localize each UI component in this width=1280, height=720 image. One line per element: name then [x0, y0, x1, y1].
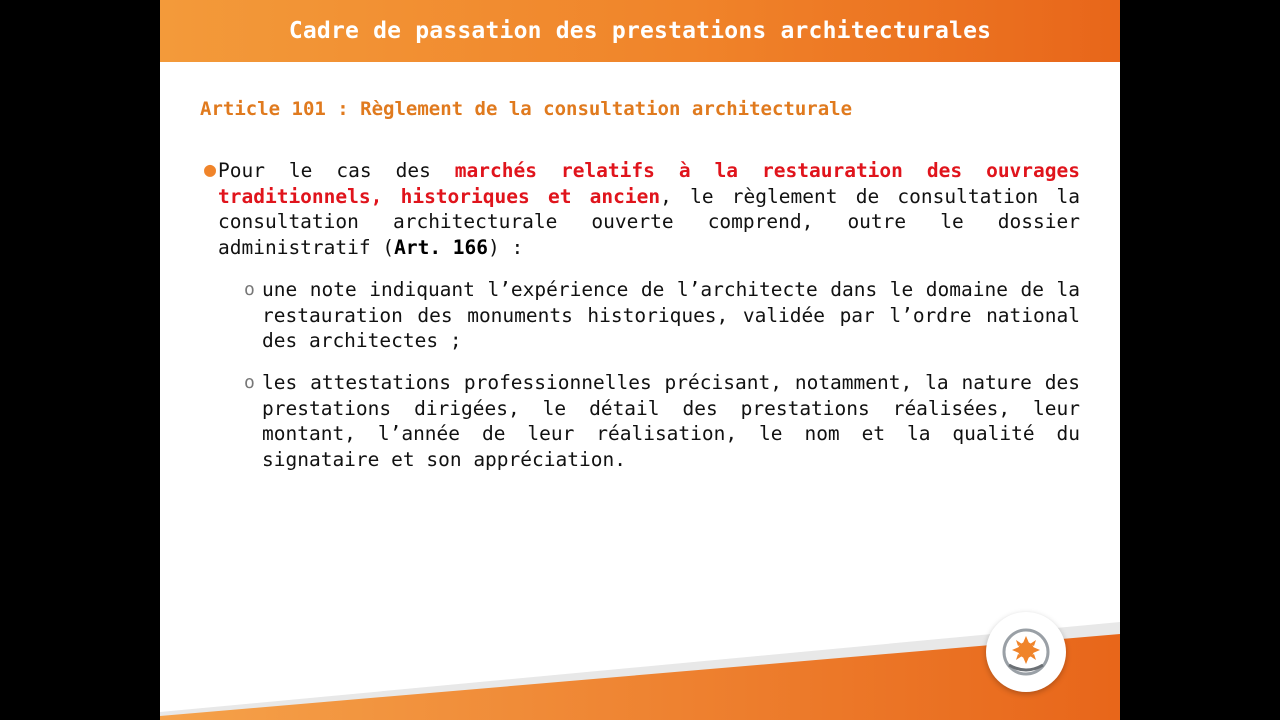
- orange-dot-icon: ●: [204, 157, 217, 181]
- slide-title: Cadre de passation des prestations architecturales: [288, 18, 992, 44]
- footer-swoosh: [160, 600, 1120, 720]
- sub-bullet-text: une note indiquant l’expérience de l’architecte dans le domaine de la restauration des monuments historiques, validée par l’ordre national des architectes ;: [262, 278, 1080, 352]
- article-title: Article 101 : Règlement de la consultation architecturale: [200, 98, 853, 120]
- sub-bullet-text: les attestations professionnelles précisant, notamment, la nature des prestations dirigées, le détail des prestations réalisées, leur montant, l’année de leur réalisation, le nom et la qualité du signataire et son appréciation.: [262, 371, 1080, 471]
- sub-bullet-marker: o: [244, 372, 255, 393]
- main-bullet-text: [218, 158, 1080, 260]
- bullet-middle: , le règlement de consultation la consultation architecturale ouverte comprend, outre le dossier administratif (: [218, 184, 1081, 259]
- emblem-logo-icon: [986, 612, 1066, 692]
- sub-bullet-marker: o: [244, 279, 255, 300]
- bullet-intro: Pour le cas des: [218, 159, 455, 182]
- slide: [160, 0, 1120, 720]
- bullet-highlight: marchés relatifs à la restauration des ouvrages traditionnels, historiques et ancien: [218, 159, 1081, 208]
- bullet-end: ) :: [488, 235, 524, 259]
- article-reference: Art. 166: [394, 235, 489, 259]
- header-banner: [160, 0, 1120, 62]
